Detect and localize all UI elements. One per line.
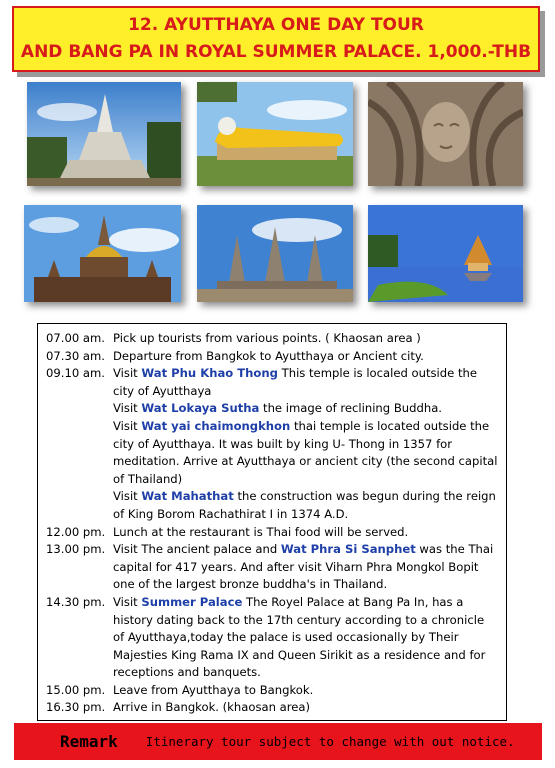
tour-title-banner: [12, 6, 540, 72]
itinerary-box: [37, 323, 507, 721]
itinerary-row: [46, 541, 506, 594]
visit-paragraph: Visit Wat yai chaimongkhon thai temple is located outside the city of Ayutthaya. It was built by king U- Thong in 1357 for meditation. Arrive at Ayutthaya or ancient city (the second capital of Thailand): [113, 418, 498, 486]
visit-paragraph: Visit Wat Lokaya Sutha the image of reclining Buddha.: [113, 401, 442, 416]
itinerary-row: [46, 330, 506, 348]
place-name: Wat Phra Si Sanphet: [280, 542, 416, 557]
itinerary-text: Visit The ancient palace and Wat Phra Si Sanphet was the Thai capital for 417 years. And after visit Viharn Phra Mongkol Bopit one of the largest bronze buddha's in Thailand.: [113, 542, 494, 592]
itinerary-text: Leave from Ayutthaya to Bangkok.: [113, 682, 314, 697]
place-name: Wat yai chaimongkhon: [141, 418, 291, 433]
itinerary-time: 15.00 pm.: [46, 682, 106, 697]
itinerary-row: [46, 699, 506, 717]
itinerary-time: 09.10 am.: [46, 366, 105, 381]
reclining-buddha-photo: [197, 82, 353, 186]
itinerary-row: [46, 524, 506, 542]
visit-paragraph: Visit Wat Phu Khao Thong This temple is localed outside the city of Ayutthaya: [113, 366, 477, 398]
itinerary-time: 07.00 am.: [46, 331, 105, 345]
itinerary-time: 13.00 pm.: [46, 542, 106, 557]
itinerary-text: Arrive in Bangkok. (khaosan area): [113, 700, 310, 715]
tour-title-line2: AND BANG PA IN ROYAL SUMMER PALACE. 1,000.-THB: [20, 42, 532, 62]
itinerary-time: 16.30 pm.: [46, 700, 106, 715]
place-name: Summer Palace: [141, 594, 243, 609]
itinerary-time: 07.30 am.: [46, 348, 105, 363]
itinerary-row: [46, 365, 506, 523]
itinerary-visits: [113, 365, 498, 523]
visit-paragraph: Visit Wat Mahathat the construction was begun during the reign of King Borom Rachathirat I in 1374 A.D.: [113, 489, 496, 521]
itinerary-row: [46, 348, 506, 366]
itinerary-row: [46, 682, 506, 700]
remark-text: Itinerary tour subject to change with out notice.: [145, 734, 515, 749]
itinerary-time: 14.30 pm.: [46, 594, 106, 609]
itinerary-time: 12.00 pm.: [46, 524, 106, 539]
three-chedis-photo: [197, 205, 353, 302]
itinerary-text: Visit Summer Palace The Royel Palace at Bang Pa In, has a history dating back to the 17th century according to a chronicle of Ayutthaya,today the palace is used occasionally by Their Majesties King Rama IX and Queen Sirikit as a residence and for receptions and banquets.: [113, 594, 486, 680]
remark-label: Remark: [60, 732, 118, 751]
itinerary-text: Departure from Bangkok to Ayutthaya or Ancient city.: [113, 348, 424, 363]
place-name: Wat Mahathat: [141, 489, 234, 504]
itinerary-row: [46, 594, 506, 682]
summer-palace-photo: [368, 205, 523, 302]
buddha-head-roots-photo: [368, 82, 523, 186]
golden-chedi-photo: [24, 205, 181, 302]
white-prang-temple-photo: [27, 82, 181, 186]
itinerary-text: Lunch at the restaurant is Thai food will be served.: [113, 524, 409, 539]
place-name: Wat Lokaya Sutha: [141, 401, 260, 416]
remark-bar: [14, 723, 542, 760]
place-name: Wat Phu Khao Thong: [141, 366, 278, 381]
itinerary-text: Pick up tourists from various points. ( Khaosan area ): [113, 331, 421, 345]
tour-title-line1: 12. AYUTTHAYA ONE DAY TOUR: [128, 15, 424, 35]
